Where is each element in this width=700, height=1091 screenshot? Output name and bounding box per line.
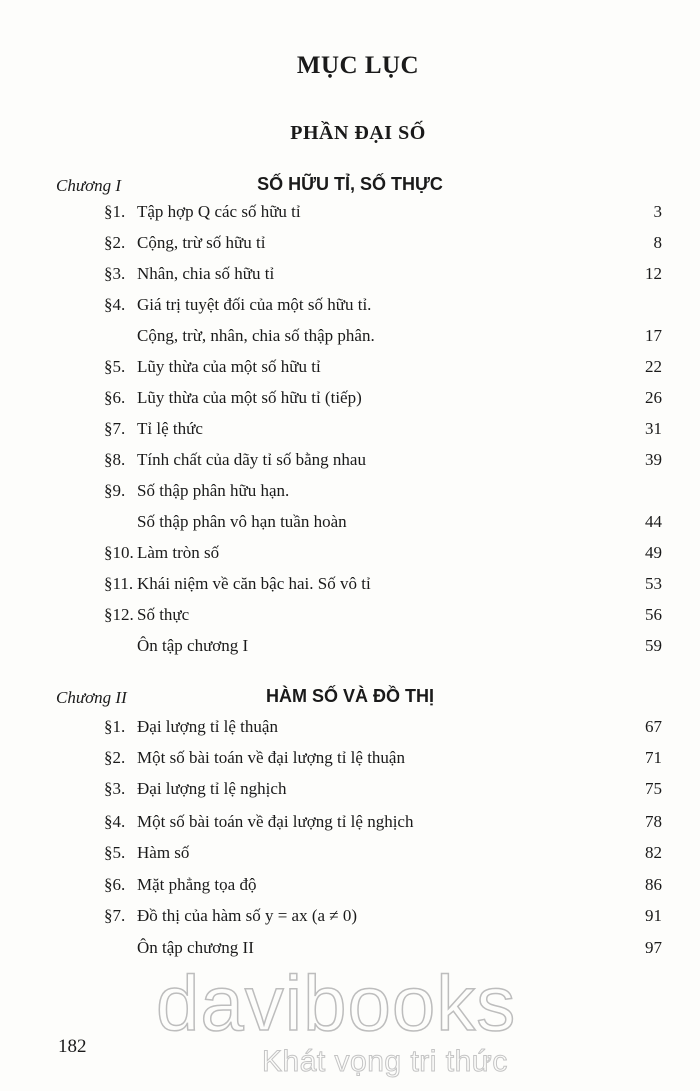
part-title: PHẦN ĐẠI SỐ (290, 122, 426, 144)
section-title: Đồ thị của hàm số y = ax (a ≠ 0) (137, 906, 358, 925)
section-number: §5. (104, 843, 126, 862)
toc-entry[interactable] (0, 264, 700, 290)
toc-entry[interactable] (0, 812, 700, 838)
watermark-logo: davibooks (156, 959, 517, 1047)
chapter-label: Chương I (56, 176, 122, 195)
page-ref: 82 (645, 843, 662, 862)
watermark-slogan: Khát vọng tri thức (262, 1045, 508, 1078)
section-title: Cộng, trừ số hữu tỉ (137, 233, 266, 252)
section-title: Lũy thừa của một số hữu tỉ (tiếp) (137, 388, 362, 407)
section-number: §1. (104, 717, 126, 736)
section-number: §11. (104, 574, 134, 593)
section-title: Tính chất của dãy tỉ số bằng nhau (137, 450, 366, 469)
section-title: Ôn tập chương II (137, 938, 254, 957)
section-number: §6. (104, 875, 126, 894)
section-number: §10. (104, 543, 134, 562)
page-ref: 67 (645, 717, 662, 736)
toc-entry[interactable] (0, 779, 700, 805)
page-ref: 31 (645, 419, 662, 438)
toc-entry[interactable] (0, 605, 700, 631)
chapter-title: HÀM SỐ VÀ ĐỒ THỊ (265, 686, 434, 706)
section-number: §9. (104, 481, 126, 500)
section-title: Lũy thừa của một số hữu tỉ (137, 357, 321, 376)
section-title: Đại lượng tỉ lệ thuận (137, 717, 278, 736)
page-ref: 78 (645, 812, 662, 831)
section-title: Mặt phẳng tọa độ (137, 875, 257, 894)
section-title: Một số bài toán về đại lượng tỉ lệ thuận (137, 748, 405, 767)
page-ref: 75 (645, 779, 662, 798)
chapter-title: SỐ HỮU TỈ, SỐ THỰC (257, 174, 443, 194)
section-title: Tập hợp Q các số hữu tỉ (137, 202, 301, 221)
section-number: §4. (104, 295, 126, 314)
section-title: Số thực (137, 605, 190, 624)
section-number: §3. (104, 264, 126, 283)
section-number: §3. (104, 779, 126, 798)
page-ref: 8 (653, 233, 662, 252)
page-ref: 26 (645, 388, 662, 407)
section-number: §2. (104, 748, 126, 767)
page-ref: 22 (645, 357, 662, 376)
section-title: Một số bài toán về đại lượng tỉ lệ nghịch (137, 812, 414, 831)
toc-entry[interactable] (0, 450, 700, 476)
toc-entry[interactable] (0, 202, 700, 228)
page-ref: 97 (645, 938, 662, 957)
page-ref: 59 (645, 636, 662, 655)
page-number: 182 (58, 1036, 87, 1057)
page-ref: 56 (645, 605, 662, 624)
section-title: Làm tròn số (137, 543, 220, 562)
toc-entry[interactable] (0, 574, 700, 600)
section-number: §8. (104, 450, 126, 469)
toc-entry[interactable] (0, 233, 700, 259)
section-number: §6. (104, 388, 126, 407)
toc-entry[interactable] (0, 636, 700, 662)
section-title: Khái niệm về căn bậc hai. Số vô tỉ (137, 574, 371, 593)
toc-entry[interactable] (0, 357, 700, 383)
toc-entry[interactable] (0, 875, 700, 901)
toc-entry[interactable] (0, 419, 700, 445)
page-ref: 39 (645, 450, 662, 469)
section-title: Hàm số (137, 843, 190, 862)
section-title: Đại lượng tỉ lệ nghịch (137, 779, 287, 798)
section-title: Giá trị tuyệt đối của một số hữu tỉ. (137, 295, 372, 314)
toc-entry[interactable] (0, 748, 700, 774)
section-number: §7. (104, 906, 126, 925)
toc-entry[interactable] (0, 295, 700, 321)
page-ref: 49 (645, 543, 662, 562)
toc-entry[interactable] (0, 717, 700, 743)
page-ref: 71 (645, 748, 662, 767)
toc-entry[interactable] (0, 481, 700, 507)
toc-entry[interactable] (0, 843, 700, 869)
page-ref: 44 (645, 512, 662, 531)
section-title: Ôn tập chương I (137, 636, 249, 655)
page-ref: 53 (645, 574, 662, 593)
section-number: §1. (104, 202, 126, 221)
section-number: §4. (104, 812, 126, 831)
section-title: Cộng, trừ, nhân, chia số thập phân. (137, 326, 375, 345)
section-number: §5. (104, 357, 126, 376)
toc-entry[interactable] (0, 906, 700, 932)
page-title: MỤC LỤC (296, 52, 420, 79)
page-ref: 91 (645, 906, 662, 925)
page-ref: 12 (645, 264, 662, 283)
section-title: Số thập phân vô hạn tuần hoàn (137, 512, 347, 531)
section-title: Tỉ lệ thức (137, 419, 203, 438)
page-ref: 86 (645, 875, 662, 894)
toc-entry[interactable] (0, 326, 700, 352)
toc-entry[interactable] (0, 512, 700, 538)
section-title: Số thập phân hữu hạn. (137, 481, 290, 500)
chapter-label: Chương II (56, 688, 127, 707)
section-number: §2. (104, 233, 126, 252)
toc-entry[interactable] (0, 543, 700, 569)
page-ref: 3 (653, 202, 662, 221)
section-title: Nhân, chia số hữu tỉ (137, 264, 275, 283)
toc-entry[interactable] (0, 388, 700, 414)
section-number: §7. (104, 419, 126, 438)
section-number: §12. (104, 605, 134, 624)
page-ref: 17 (645, 326, 662, 345)
